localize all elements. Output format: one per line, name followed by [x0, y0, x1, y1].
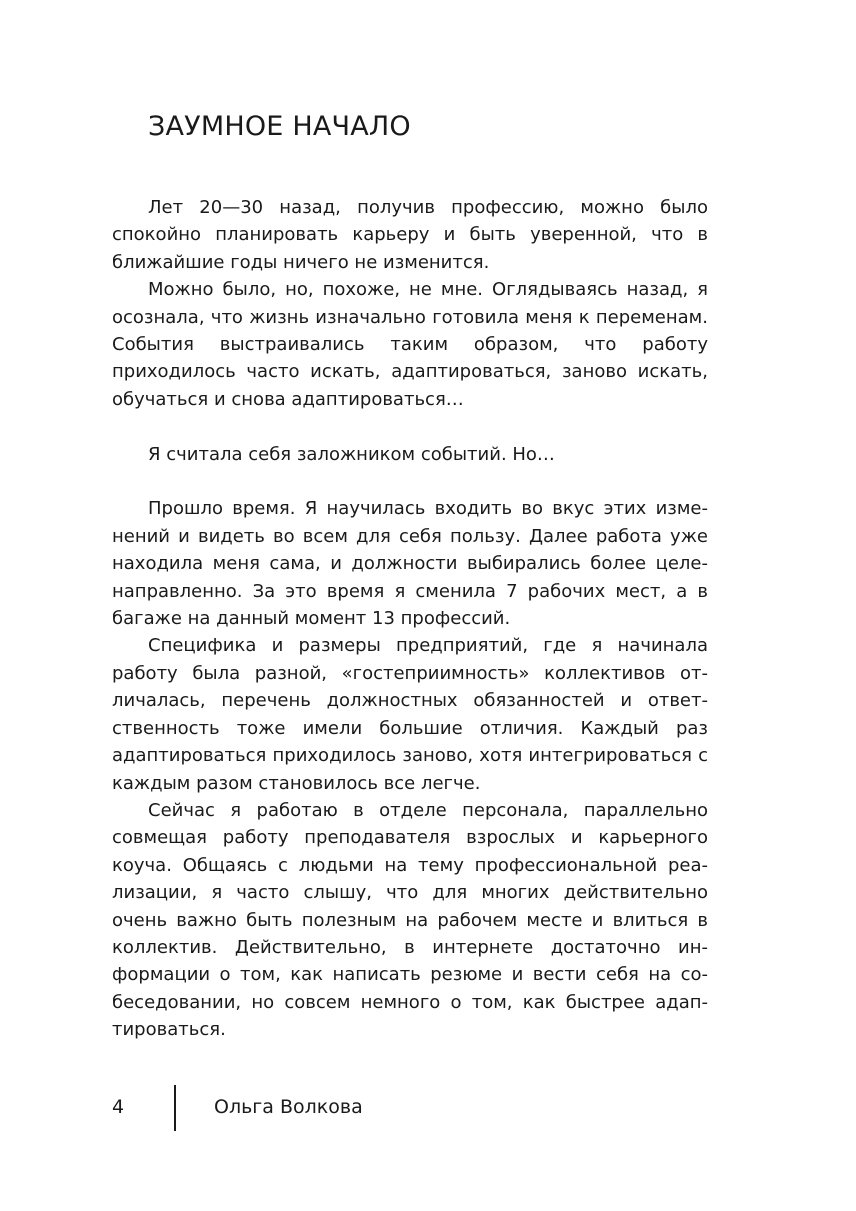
paragraph-6: Сейчас я работаю в отделе персонала, параллельно совмещая работу преподавателя взрослых и карьерного коуча. Общаясь с людьми на тему профессиональной реализации, я часто слышу, что для многих действительно очень важно быть полезным на рабочем месте и влиться в коллектив. Действительно, в интернете достаточно информации о том, как написать резюме и вести себя на собеседовании, но совсем немного о том, как быстрее адаптироваться.: [112, 799, 708, 1041]
page-footer: [0, 1085, 856, 1135]
chapter-body: [112, 194, 708, 1044]
chapter-title: ЗАУМНОЕ НАЧАЛО: [148, 111, 411, 142]
paragraph-4: Прошло время. Я научилась входить во вкус этих изменений и видеть во всем для себя пользу. Далее работа уже находила меня сама, и должности выбирались более целенаправленно. За это время я сменила 7 рабочих мест, а в багаже на данный момент 13 профессий.: [112, 498, 708, 630]
paragraph-3: Я считала себя заложником событий. Но…: [148, 443, 555, 465]
paragraph-5: Специфика и размеры предприятий, где я начинала работу была разной, «гостеприимность» коллективов отличалась, перечень должностных обязанностей и ответственность тоже имели большие отличия. Каждый раз адаптироваться приходилось заново, хотя интегрироваться с каждым разом становилось все легче.: [112, 635, 708, 794]
author-name: Ольга Волкова: [214, 1096, 363, 1118]
paragraph-1: Лет 20—30 назад, получив профессию, можно было спокойно планировать карьеру и быть уверенной, что в ближайшие годы ничего не изменится.: [112, 197, 708, 273]
page-number: 4: [112, 1096, 125, 1118]
footer-divider: [174, 1085, 176, 1131]
paragraph-2: Можно было, но, похоже, не мне. Оглядываясь назад, я осознала, что жизнь изначально готовила меня к переменам. События выстраивались таким образом, что работу приходилось часто искать, адаптироваться, заново искать, обучаться и снова адаптироваться…: [112, 279, 708, 410]
